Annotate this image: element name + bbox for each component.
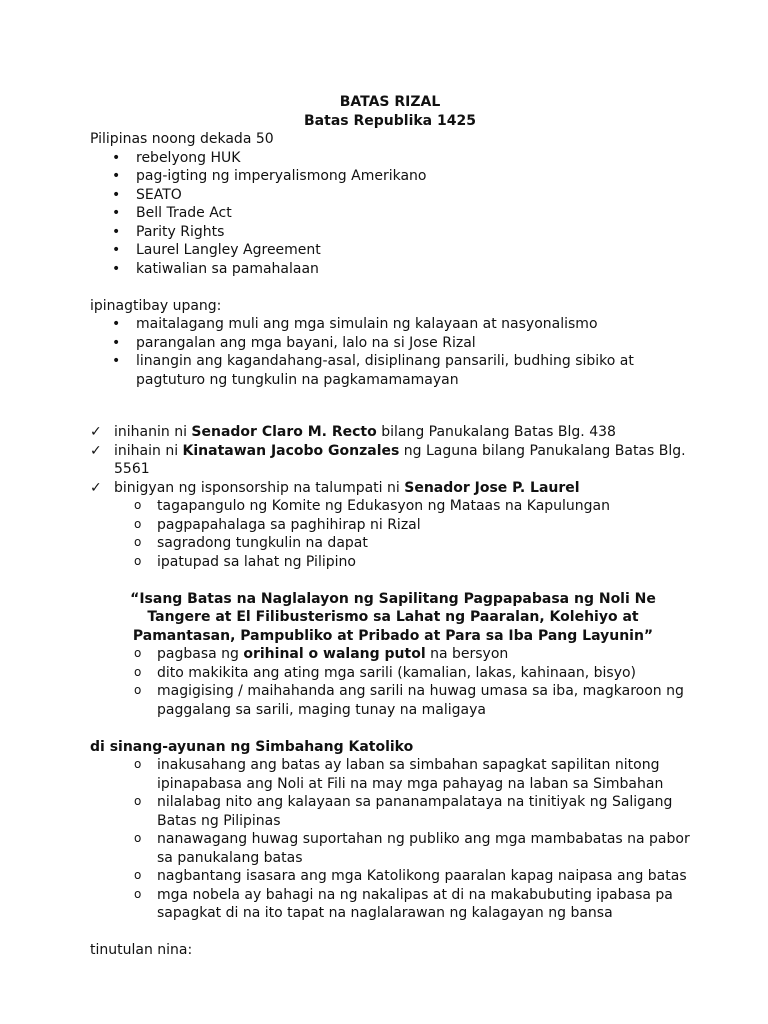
check-person: Senador Jose P. Laurel — [404, 479, 580, 496]
laurel-item: o pagpapahalaga sa paghihirap ni Rizal — [90, 516, 690, 535]
purpose-item: • linangin ang kagandahang-asal, disiplinang pansarili, budhing sibiko at pagtuturo ng tungkulin na pagkamamamayan — [90, 352, 690, 389]
spacer — [90, 923, 690, 942]
church-item: o nilalabag nito ang kalayaan sa pananampalataya na tinitiyak ng Saligang Batas ng Pilipinas — [90, 793, 690, 830]
law-emphasis: orihinal o walang putol — [243, 646, 426, 662]
church-item: o inakusahang ang batas ay laban sa simbahan sapagkat sapilitan nitong ipinapabasa ang Noli at Fili na may mga pahayag na laban sa Simbahan — [90, 756, 690, 793]
purpose-heading: ipinagtibay upang: — [90, 297, 222, 314]
context-heading: Pilipinas noong dekada 50 — [90, 131, 274, 147]
check-person: Kinatawan Jacobo Gonzales — [182, 442, 400, 459]
checklist-item-recto — [90, 423, 690, 442]
church-heading: di sinang-ayunan ng Simbahang Katoliko — [90, 738, 414, 755]
context-item: • pag-igting ng imperyalismong Amerikano — [90, 167, 690, 186]
church-item: o nagbantang isasara ang mga Katolikong paaralan kapag naipasa ang batas — [90, 867, 690, 886]
laurel-item: o sagradong tungkulin na dapat — [90, 534, 690, 553]
check-text: binigyan ng isponsorship na talumpati ni — [114, 479, 405, 496]
context-item: • Parity Rights — [90, 223, 690, 242]
check-text: inihain ni — [114, 442, 183, 459]
purpose-item: • parangalan ang mga bayani, lalo na si Jose Rizal — [90, 334, 690, 353]
check-text: ng Laguna bilang Panukalang Batas Blg. 5561 — [114, 442, 686, 477]
spacer — [90, 389, 690, 423]
document-title: BATAS RIZAL — [339, 94, 441, 110]
spacer — [90, 571, 690, 590]
context-item: • rebelyong HUK — [90, 149, 690, 168]
law-text: pagbasa ng — [157, 646, 244, 662]
context-item: • SEATO — [90, 186, 690, 205]
context-item: • Laurel Langley Agreement — [90, 241, 690, 260]
law-item — [90, 645, 690, 664]
laurel-item: o tagapangulo ng Komite ng Edukasyon ng Mataas na Kapulungan — [90, 497, 690, 516]
document-content — [90, 93, 690, 960]
check-text: bilang Panukalang Batas Blg. 438 — [376, 424, 616, 440]
church-item: o mga nobela ay bahagi na ng nakalipas at di na makabubuting ipabasa pa sapagkat di na ito tapat na naglalarawan ng kalagayan ng bansa — [90, 886, 690, 923]
law-title: “Isang Batas na Naglalayon ng Sapilitang Pagpapabasa ng Noli Ne Tangere at El Filibusterismo sa Lahat ng Paaralan, Kolehiyo at Pamantasan, Pampubliko at Pribado at Para sa Iba Pang Layunin” — [130, 590, 656, 644]
document-subtitle: Batas Republika 1425 — [304, 112, 476, 129]
spacer — [90, 719, 690, 738]
context-item: • Bell Trade Act — [90, 204, 690, 223]
purpose-item: • maitalagang muli ang mga simulain ng kalayaan at nasyonalismo — [90, 315, 690, 334]
law-text: na bersyon — [425, 646, 509, 662]
church-item: o nanawagang huwag suportahan ng publiko ang mga mambabatas na pabor sa panukalang batas — [90, 830, 690, 867]
law-item: o magigising / maihahanda ang sarili na huwag umasa sa iba, magkaroon ng paggalang sa sarili, maging tunay na maligaya — [90, 682, 690, 719]
check-person: Senador Claro M. Recto — [191, 424, 377, 440]
laurel-item: o ipatupad sa lahat ng Pilipino — [90, 553, 690, 572]
checklist-item-gonzales — [90, 442, 690, 479]
context-item: • katiwalian sa pamahalaan — [90, 260, 690, 279]
law-item: o dito makikita ang ating mga sarili (kamalian, lakas, kahinaan, bisyo) — [90, 664, 690, 683]
check-text: inihanin ni — [114, 424, 192, 440]
spacer — [90, 278, 690, 297]
checklist-item-laurel — [90, 479, 690, 498]
closing-text: tinutulan nina: — [90, 942, 193, 958]
